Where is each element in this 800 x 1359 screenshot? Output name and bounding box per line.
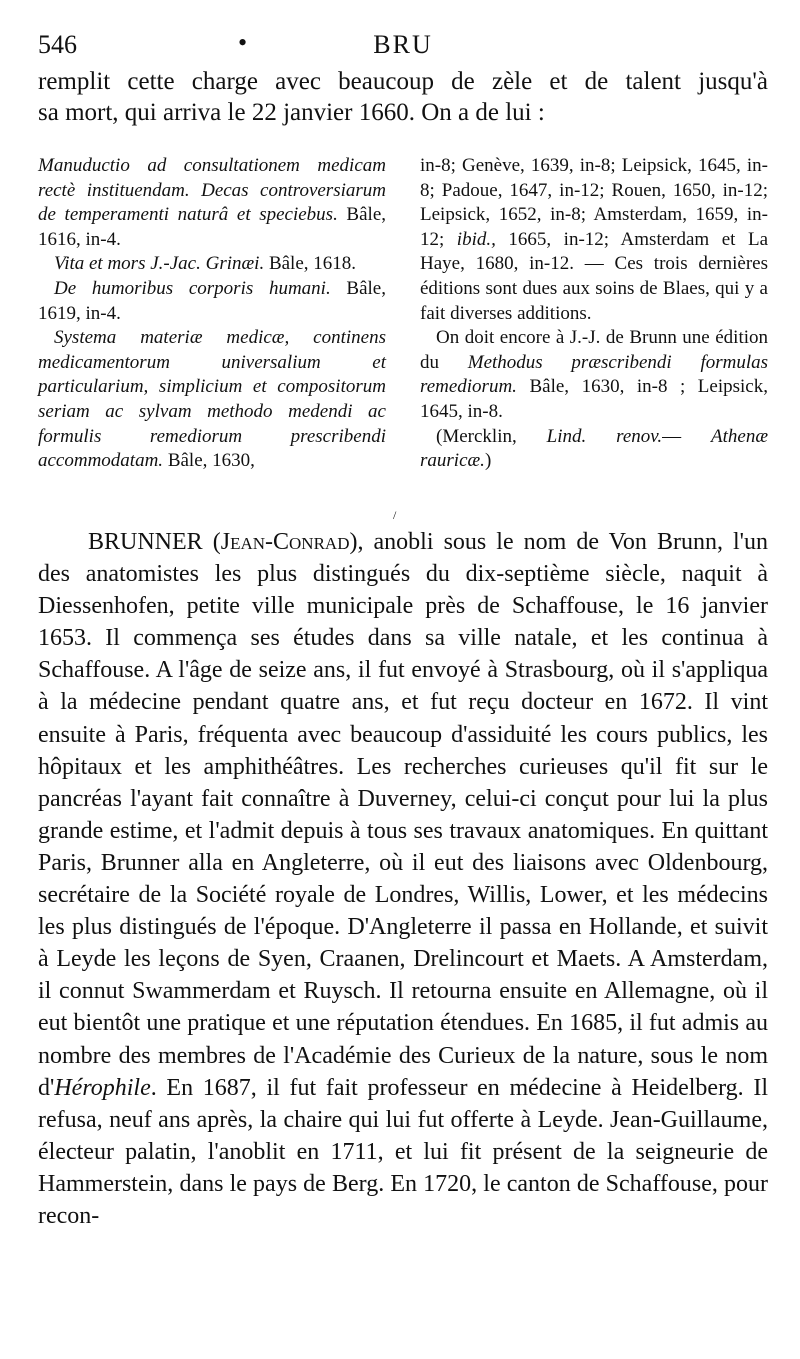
bib-pub: Bâle, 1630, (163, 450, 255, 472)
editions-text-2: 1665, in-12; Amsterdam et La Haye, 1680, in-12. — Ces trois dernières éditions sont dues aux soins de Blaes, qui y a fait diverses additions. (420, 228, 769, 324)
intro-paragraph (38, 66, 768, 128)
article-nickname: Hérophile (54, 1074, 151, 1101)
bib-pub: Bâle, 1618. (264, 253, 357, 275)
bib-title: Manuductio ad consultationem medicam rectè instituendam. Decas controversiarum de temperamenti naturâ et speciebus. (38, 155, 386, 226)
also-text: On doit encore à J.-J. de Brunn une édition du (420, 327, 768, 373)
intro-line-2: sa mort, qui arriva le 22 janvier 1660. On a de lui : (38, 99, 545, 126)
running-title: BRU (373, 30, 433, 59)
intro-line-1: remplit cette charge avec beaucoup de zèle et de talent jusqu'à (38, 68, 768, 95)
bib-title: Vita et mors J.-Jac. Grinæi. (54, 253, 265, 275)
article-paragraph (38, 526, 768, 1232)
left-column (38, 154, 386, 474)
separator-mark: / (393, 508, 397, 522)
bib-entry-vita (38, 252, 386, 277)
bib-entry-manuductio (38, 154, 386, 252)
source-mid: — (662, 425, 711, 447)
article-text-1: anobli sous le nom de Von Brunn, l'un des anatomistes les plus distingués du dix-septième siècle, naquit à Diessenhofen, petite ville municipale près de Schaffouse, le 16 janvier 1653. Il commença ses études dans sa ville natale, et les continua à Schaffouse. A l'âge de seize ans, il fut envoyé à Strasbourg, où il s'appliqua à la médecine pendant quatre ans, et fut reçu docteur en 1672. Il vint ensuite à Paris, fréquenta avec beaucoup d'assiduité les cours publics, les hôpitaux et les amphithéâtres. Les recherches curieuses qu'il fit sur le pancréas l'ayant fait connaître à Duverney, celui-ci conçut pour lui la plus grande estime, et l'admit depuis à tous ses travaux anatomiques. En quittant Paris, Brunner alla en Angleterre, où il eut des liaisons avec Oldenbourg, secrétaire de la Société royale de Londres, Willis, Lower, et les médecins les plus distingués de l'époque. D'Angleterre il passa en Hollande, et suivit à Leyde les leçons de Syen, Craanen, Drelincourt et Maets. A Amsterdam, il connut Swammerdam et Ruysch. Il retourna ensuite en Allemagne, où il eut bientôt une pratique et une réputation étendues. En 1685, il fut admis au nombre des membres de l'Académie des Curieux de la nature, sous le nom d' (38, 529, 769, 1101)
article-brunner (38, 526, 768, 1232)
page (38, 30, 768, 474)
also-pub: Bâle, 1630, in-8 ; Leipsick, 1645, in-8. (420, 376, 768, 422)
article-headword: BRUNNER (88, 529, 203, 555)
running-header (38, 30, 768, 66)
bib-also (420, 326, 768, 424)
page-number: 546 (38, 30, 77, 59)
source-pre: (Mercklin, (436, 425, 547, 447)
editions-text: in-8; Genève, 1639, in-8; Leipsick, 1645, in-8; Padoue, 1647, in-12; Rouen, 1650, in-12; Leipsick, 1652, in-8; Amsterdam, 1659, in-12; (420, 155, 768, 250)
bib-entry-systema (38, 326, 386, 474)
article-name: (Jean-Conrad), (212, 529, 364, 555)
right-column (420, 154, 768, 474)
bibliography-columns (38, 154, 768, 474)
bib-title: Systema materiæ medicæ, continens medicamentorum universalium et particularium, simplicium et compositorum seriam ac sylvam methodo medendi ac formulis remediorum prescribendi accommodatam. (38, 327, 386, 472)
source-title: Lind. renov. (546, 425, 663, 447)
also-title: Methodus præscribendi formulas remediorum. (420, 351, 769, 398)
ibid: ibid., (444, 228, 496, 250)
article-text-2: . En 1687, il fut fait professeur en médecine à Heidelberg. Il refusa, neuf ans après, la chaire qui lui fut offerte à Leyde. Jean-Guillaume, électeur palatin, l'anoblit en 1711, et lui fit présent de la seigneurie de Hammerstein, dans le pays de Berg. En 1720, le canton de Schaffouse, pour recon- (38, 1074, 768, 1229)
bib-pub: Bâle, 1619, in-4. (38, 277, 386, 324)
header-dot: • (238, 28, 248, 57)
source-title-2: Athenæ rauricæ. (420, 425, 768, 472)
bib-editions (420, 154, 768, 326)
bib-pub: Bâle, 1616, in-4. (38, 204, 386, 250)
bib-sources (420, 425, 768, 474)
bib-title: De humoribus corporis humani. (54, 277, 331, 299)
bib-entry-humoribus (38, 277, 386, 326)
source-end: ) (484, 450, 492, 472)
